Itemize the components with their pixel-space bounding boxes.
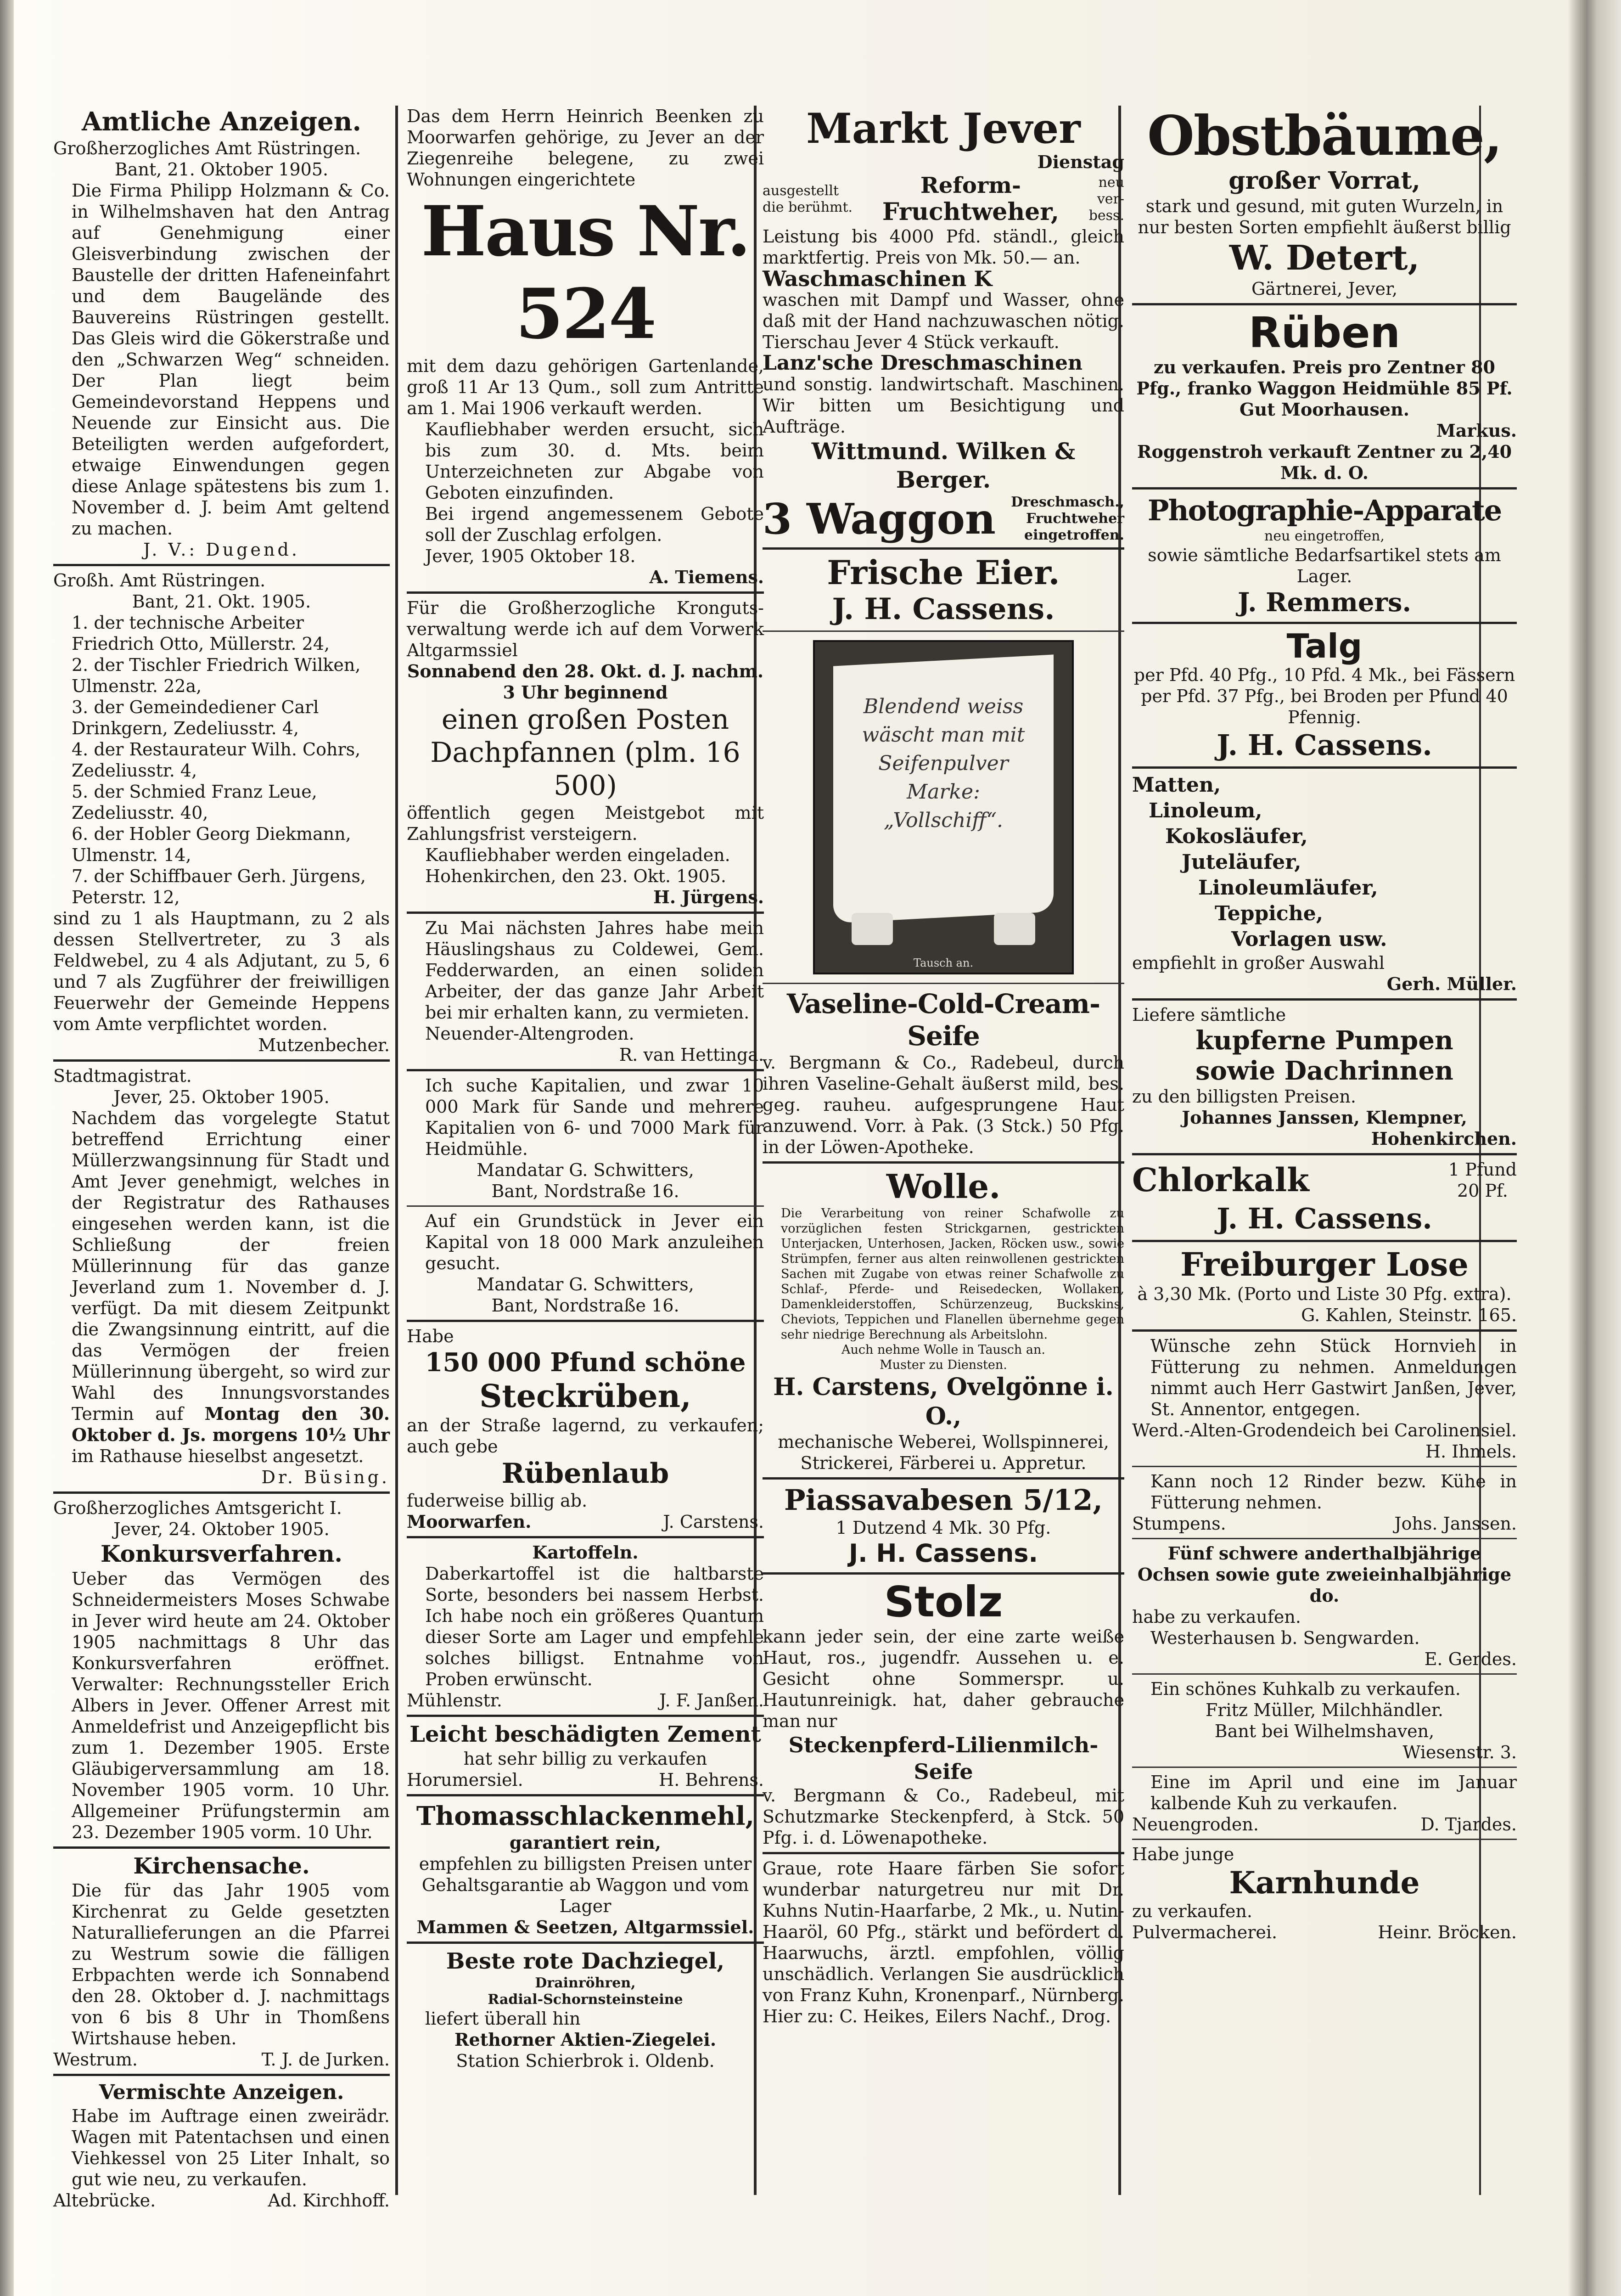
illustration-script-line: wäscht man mit (862, 723, 1025, 747)
divider (1132, 1839, 1517, 1840)
ad-capital-loan: Auf ein Grundstück in Jever ein Kapital von 18 000 Mark anzuleihen gesucht. Mandatar G. Schwitters, Bant, Nordstraße 16. (425, 1211, 764, 1316)
divider (1132, 303, 1517, 305)
ad-cement: Leicht beschädigten Zement hat sehr billig zu verkaufen Horumersiel. H. Behrens. (407, 1722, 764, 1790)
divider (53, 1059, 390, 1062)
column-merchandise-ads (760, 106, 1127, 2186)
ad-title: Haus Nr. 524 (421, 191, 750, 355)
ad-oxen: Fünf schwere anderthalbjährige Ochsen sowie gute zweieinhalbjährige do. habe zu verkaufen. Westerhausen b. Sengwarden. E. Gerdes. (1132, 1543, 1517, 1669)
ad-vaseline-soap: Vaseline-Cold-Cream-Seife v. Bergmann & Co., Radebeul, durch ihren Vaseline-Gehalt äußerst mild, bes. geg. rauheu. aufgesprungene Haut anzuwend. Vorr. à Pak. (3 Stck.) 50 Pfg. in der Löwen-Apotheke. (763, 988, 1124, 1157)
appointee-item: 5. der Schmied Franz Leue, Zedeliusstr. 40, (72, 782, 317, 823)
product-item: Matten, (1132, 773, 1221, 797)
ad-thomas-slag: Thomasschlackenmehl, garantiert rein, empfehlen zu billigsten Preisen unter Gehaltsgarantie ab Waggon und vom Lager Mammen & Seetzen, Altgarmssiel. (416, 1801, 755, 1937)
ad-fruit-trees: Obstbäume, großer Vorrat, stark und gesund, mit guten Wurzeln, in nur besten Sorten empfiehlt äußerst billig W. Detert, Gärtnerei, Jever, (1138, 104, 1511, 299)
ad-wool: Wolle. Die Verarbeitung von reiner Schafwolle zu vorzüglichen festen Strickgarnen, gestrickten Unterjacken, Unterhosen, Jacken, Röcken usw., sowie Strümpfen, ferner aus alten reinwollenen gestrickten Sachen mit Zugabe von etwas reiner Schafwolle zu Schlaf-, Pferde- und Reisedecken, Wollaken, Damenkleiderstoffen, Schürzenzeug, Buckskins, Cheviots, Teppichen und Flanellen übernehme gegen sehr niedrige Berechnung als Arbeitslohn. Auch nehme Wolle in Tausch an. Muster zu Diensten. H. Carstens, Ovelgönne i. O., mechanische Weberei, Wollspinnerei, Strickerei, Färberei u. Appretur. (773, 1167, 1124, 1473)
ad-pumps: Liefere sämtliche kupferne Pumpen sowie Dachrinnen zu den billigsten Preisen. Johannes Janssen, Klempner, Hohenkirchen. (1132, 1005, 1517, 1149)
divider (1132, 622, 1517, 624)
ad-house-524: Das dem Herrn Heinrich Beenken zu Moorwarfen gehörige, zu Jever an der Ziegenreihe belegene, zu zwei Wohnungen eingerichtete Haus Nr. 524 mit dem dazu gehörigen Gartenlande, groß 11 Ar 13 Qum., soll zum Antritte am 1. Mai 1906 verkauft werden. Kaufliebhaber werden ersucht, sich bis zum 30. d. Mts. beim Unterzeichneten zur Abgabe von Geboten einzufinden. Bei irgend angemessenem Gebote soll der Zuschlag erfolgen. Jever, 1905 Oktober 18. A. Tiemens. (407, 106, 764, 587)
divider (1132, 1153, 1517, 1155)
divider (407, 591, 764, 594)
notice-church: Kirchensache. Die für das Jahr 1905 vom Kirchenrat zu Gelde gesetzten Naturallieferungen an die Pfarrei zu Westrum sowie die fälligen Erbpachten werde ich Sonnabend den 28. Oktober d. J. nachmittags von 6 bis 8 Uhr in Thomßens Wirtshause heben. Westrum. T. J. de Jurken. (53, 1853, 390, 2070)
divider (763, 1852, 1124, 1854)
soap-powder-illustration: Blendend weiss wäscht man mit Seifenpulver Marke: „Vollschiff“. Tausch an. (813, 640, 1074, 974)
notice-wagon-sale: Vermischte Anzeigen. Habe im Auftrage einen zweirädr. Wagen mit Patentachsen und einen Viehkessel von 25 Liter Inhalt, so gut wie neu, zu verkaufen. Altebrücke. Ad. Kirchhoff. (53, 2081, 390, 2211)
illustration-script-line: „Vollschiff“. (883, 809, 1004, 832)
product-item: Linoleumläufer, (1198, 876, 1378, 900)
divider (763, 1572, 1124, 1575)
illustration-script-line: Marke: (907, 780, 980, 804)
product-item: Kokosläufer, (1165, 825, 1308, 848)
ad-roof-tiles-auction: Für die Großherzogliche Kronguts-verwaltung werde ich auf dem Vorwerk Altgarmssiel Sonnabend den 28. Okt. d. J. nachm. 3 Uhr beginnend einen großen Posten Dachpfannen (plm. 16 500) öffentlich gegen Meistgebot mit Zahlungsfrist versteigern. Kaufliebhaber werden eingeladen. Hohenkirchen, den 23. Okt. 1905. H. Jürgens. (407, 598, 764, 907)
divider (1132, 1538, 1517, 1539)
ad-hair-dye: Graue, rote Haare färben Sie sofort wunderbar naturgetreu nur mit Dr. Kuhns Nutin-Haarfarbe, 2 Mk., u. Nutin-Haaröl, 60 Pfg., stärkt und befördert d. Haarwuchs, ärztl. empfohlen, völlig unschädlich. Verlangen Sie ausdrücklich von Franz Kuhn, Kronenparf., Nürnberg. Hier zu: C. Heikes, Eilers Nachf., Drog. (763, 1858, 1124, 2026)
ad-photo-apparatus: Photographie-Apparate neu eingetroffen, sowie sämtliche Bedarfsartikel stets am Lager. J. Remmers. (1147, 494, 1502, 618)
notice-fire-brigade: Großh. Amt Rüstringen. Bant, 21. Okt. 1905. 1. der technische Arbeiter Friedrich Otto, Müllerstr. 24, 2. der Tischler Friedrich Wilken, Ulmenstr. 22a, 3. der Gemeindediener Carl Drinkgern, Zedeliusstr. 4, 4. der Restaurateur Wilh. Cohrs, Zedeliusstr. 4, 5. der Schmied Franz Leue, Zedeliusstr. 40, 6. der Hobler Georg Diekmann, Ulmenstr. 14, 7. der Schiffbauer Gerh. Jürgens, Peterstr. 12, sind zu 1 als Hauptmann, zu 2 als dessen Stellvertreter, zu 3 als Feldwebel, zu 4 als Adjutant, zu 5, 6 und 7 als Zugführer der freiwilligen Feuerwehr der Gemeinde Heppens vom Amte verpflichtet worden. Mutzenbecher. (53, 570, 390, 1055)
ad-potatoes: Kartoffeln. Daberkartoffel ist die haltbarste Sorte, besonders bei nassem Herbst. Ich habe noch ein größeres Quantum dieser Sorte am Lager und empfehle solches billigst. Entnahme von Proben erwünscht. Mühlenstr. J. F. Janßen. (407, 1542, 764, 1711)
ad-chlorine-lime: Chlorkalk 1 Pfund 20 Pf. J. H. Cassens. (1132, 1159, 1517, 1235)
divider (53, 1491, 390, 1494)
column-divider (395, 106, 398, 2195)
notice-rail-link: Großherzogliches Amt Rüstringen. Bant, 21. Oktober 1905. Die Firma Philipp Holzmann & Co. in Wilhelmshaven hat den Antrag auf Genehmigung einer Gleisverbindung zwischen der Baustelle der dritten Hafeneinfahrt und dem Baugelände des Bauvereins Rüstringen gestellt. Das Gleis wird die Gökerstraße und den „Schwarzen Weg“ schneiden. Der Plan liegt beim Gemeindevorstand Heppens und Neuende zur Einsicht aus. Die Beteiligten werden aufgefordert, etwaige Einwendungen gegen diese Anlage spätestens bis zum 1. November d. J. beim Amt geltend zu machen. J. V.: Dugend. (53, 138, 390, 560)
divider (53, 2074, 390, 2076)
ad-cottage-rent: Zu Mai nächsten Jahres habe mein Häuslingshaus zu Coldewei, Gem. Fedderwarden, an einen soliden Arbeiter, der das ganze Jahr Arbeit bei mir erhalten kann, zu vermieten. Neuender-Altengroden. R. van Hettinga. (425, 918, 764, 1065)
divider (1132, 1240, 1517, 1242)
divider (53, 564, 390, 566)
ad-lottery: Freiburger Lose à 3,30 Mk. (Porto und Liste 30 Pfg. extra). G. Kahlen, Steinstr. 165. (1137, 1245, 1517, 1325)
appointee-item: 6. der Hobler Georg Diekmann, Ulmenstr. 14, (72, 824, 351, 865)
appointee-item: 2. der Tischler Friedrich Wilken, Ulmenstr. 22a, (72, 655, 361, 696)
ad-turnips: Habe 150 000 Pfund schöne Steckrüben, an der Straße lagernd, zu verkaufen; auch gebe Rübenlaub fuderweise billig ab. Moorwarfen. J. Carstens. (407, 1326, 764, 1532)
section-heading: Amtliche Anzeigen. (82, 107, 361, 137)
divider (407, 1536, 764, 1538)
divider (407, 1205, 764, 1207)
column-official-notices (50, 106, 393, 2211)
illustration-script-line: Seifenpulver (878, 752, 1009, 775)
ad-roof-bricks: Beste rote Dachziegel, Drainröhren, Radial-Schornsteinsteine liefert überall hin Rethorner Aktien-Ziegelei. Station Schierbrok i. Oldenb. (425, 1948, 725, 2071)
divider (1132, 1767, 1517, 1768)
appointee-item: 1. der technische Arbeiter Friedrich Otto, Müllerstr. 24, (72, 613, 330, 654)
divider (407, 1069, 764, 1071)
divider (407, 1715, 764, 1717)
divider (763, 547, 1124, 550)
divider (407, 1320, 764, 1322)
divider (407, 912, 764, 914)
divider (1132, 1329, 1517, 1332)
divider (1132, 1466, 1517, 1467)
appointee-list (53, 612, 390, 908)
ad-cows: Eine im April und eine im Januar kalbende Kuh zu verkaufen. Neuengroden. D. Tjardes. (1132, 1772, 1517, 1835)
divider (1132, 998, 1517, 1001)
divider (407, 1941, 764, 1944)
ad-beets: Rüben zu verkaufen. Preis pro Zentner 80 Pfg., franko Waggon Heidmühle 85 Pf. Gut Moorhausen. Markus. Roggenstroh verkauft Zentner zu 2,40 Mk. d. O. (1136, 308, 1517, 483)
appointee-item: 4. der Restaurateur Wilh. Cohrs, Zedeliusstr. 4, (72, 739, 361, 781)
ad-stolz-soap: Stolz kann jeder sein, der eine zarte weiße Haut, ros., jugendfr. Aussehen u. e. Gesicht ohne Sommerspr. u. Hautunreinigk. hat, daher gebrauche man nur Steckenpferd-Lilienmilch-Seife v. Bergmann & Co., Radebeul, mit Schutzmarke Steckenpferd, à Stck. 50 Pfg. i. d. Löwenapotheke. (763, 1577, 1124, 1848)
ad-brooms: Piassavabesen 5/12, 1 Dutzend 4 Mk. 30 Pfg. J. H. Cassens. (784, 1483, 1103, 1568)
ad-floor-coverings: Matten, Linoleum, Kokosläufer, Juteläufer, Linoleumläufer, Teppiche, Vorlagen usw. empfiehlt in großer Auswahl Gerh. Müller. (1132, 773, 1517, 994)
appointee-item: 3. der Gemeindediener Carl Drinkgern, Zedeliusstr. 4, (72, 697, 319, 738)
column-merchant-ads (1129, 106, 1520, 2186)
divider (763, 1477, 1124, 1480)
ad-calf: Ein schönes Kuhkalb zu verkaufen. Fritz Müller, Milchhändler. Bant bei Wilhelmshaven, Wiesenstr. 3. (1150, 1679, 1517, 1762)
ad-market-machines: Markt Jever Dienstag ausgestellt die berühmt. Reform- Fruchtweher, neu ver- bess. Leistung bis 4000 Pfd. ständl., gleich marktfertig. Preis von Mk. 50.— an. Waschmaschinen K waschen mit Dampf und Wasser, ohne daß mit der Hand nachzuwaschen nötig. Tierschau Jever 4 Stück verkauft. Lanz'sche Dreschmaschinen und sonstig. landwirtschaft. Maschinen. Wir bitten um Besichtigung und Aufträge. Wittmund. Wilken & Berger. 3 Waggon Dreschmasch., Fruchtweher eingetroffen. (763, 104, 1124, 544)
illustration-script-line: Blendend weiss (863, 695, 1024, 718)
ad-fresh-eggs: Frische Eier. J. H. Cassens. (827, 553, 1060, 626)
product-item: Vorlagen usw. (1231, 928, 1387, 951)
product-item: Teppiche, (1215, 902, 1324, 925)
divider (407, 1794, 764, 1796)
ad-tallow: Talg per Pfd. 40 Pfg., 10 Pfd. 4 Mk., bei Fässern per Pfd. 37 Pfg., bei Broden per Pfund 40 Pfennig. J. H. Cassens. (1133, 627, 1515, 762)
ad-capital-wanted: Ich suche Kapitalien, und zwar 10 000 Mark für Sande und mehrere Kapitalien von 6- und 7000 Mark für Heidmühle. Mandatar G. Schwitters, Bant, Nordstraße 16. (425, 1075, 764, 1201)
notice-millers-guild: Stadtmagistrat. Jever, 25. Oktober 1905. Nachdem das vorgelegte Statut betreffend Errichtung einer Müllerzwangsinnung für Stadt und Amt Jever genehmigt, welches in der Registratur des Rathauses eingesehen werden kann, ist die Schließung der freien Müllerinnung für das ganze Jeverland zum 1. November d. J. verfügt. Da mit diesem Zeitpunkt die Zwangsinnung eintritt, auf die das Vermögen der freien Müllerinnung übergeht, so wird zur Wahl des Innungsvorstandes Termin auf Montag den 30. Oktober d. Js. morgens 10½ Uhr im Rathause hieselbst angesetzt. Dr. Büsing. (53, 1066, 390, 1487)
divider (1132, 1673, 1517, 1675)
notice-bankruptcy: Großherzogliches Amtsgericht I. Jever, 24. Oktober 1905. Konkursverfahren. Ueber das Vermögen des Schneidermeisters Moses Schwabe in Jever wird heute am 24. Oktober 1905 nachmittags 8 Uhr das Konkursverfahren eröffnet. Verwalter: Rechnungssteller Erich Albers in Jever. Offener Arrest mit Anmeldefrist und Anzeigepflicht bis zum 1. Dezember 1905. Erste Gläubigerversammlung am 18. November 1905 vorm. 10 Uhr. Allgemeiner Prüfungstermin am 23. Dezember 1905 vorm. 10 Uhr. (53, 1498, 390, 1842)
ad-cattle-boarding: Wünsche zehn Stück Hornvieh in Fütterung zu nehmen. Anmeldungen nimmt auch Herr Gastwirt Janßen, Jever, St. Annentor, entgegen. Werd.-Alten-Grodendeich bei Carolinensiel. H. Ihmels. (1132, 1336, 1517, 1462)
divider (763, 630, 1124, 632)
product-item: Juteläufer, (1182, 850, 1301, 874)
divider (763, 1161, 1124, 1164)
appointee-item: 7. der Schiffbauer Gerh. Jürgens, Peterstr. 12, (72, 866, 366, 907)
ad-cattle-feeding: Kann noch 12 Rinder bezw. Kühe in Fütterung nehmen. Stumpens. Johs. Janssen. (1132, 1471, 1517, 1534)
divider (1132, 766, 1517, 769)
divider (763, 983, 1124, 984)
product-item: Linoleum, (1149, 799, 1262, 822)
ad-dogs: Habe junge Karnhunde zu verkaufen. Pulvermacherei. Heinr. Bröcken. (1132, 1844, 1517, 1942)
column-sales-ads (404, 106, 767, 2186)
divider (53, 1846, 390, 1849)
divider (1132, 487, 1517, 490)
